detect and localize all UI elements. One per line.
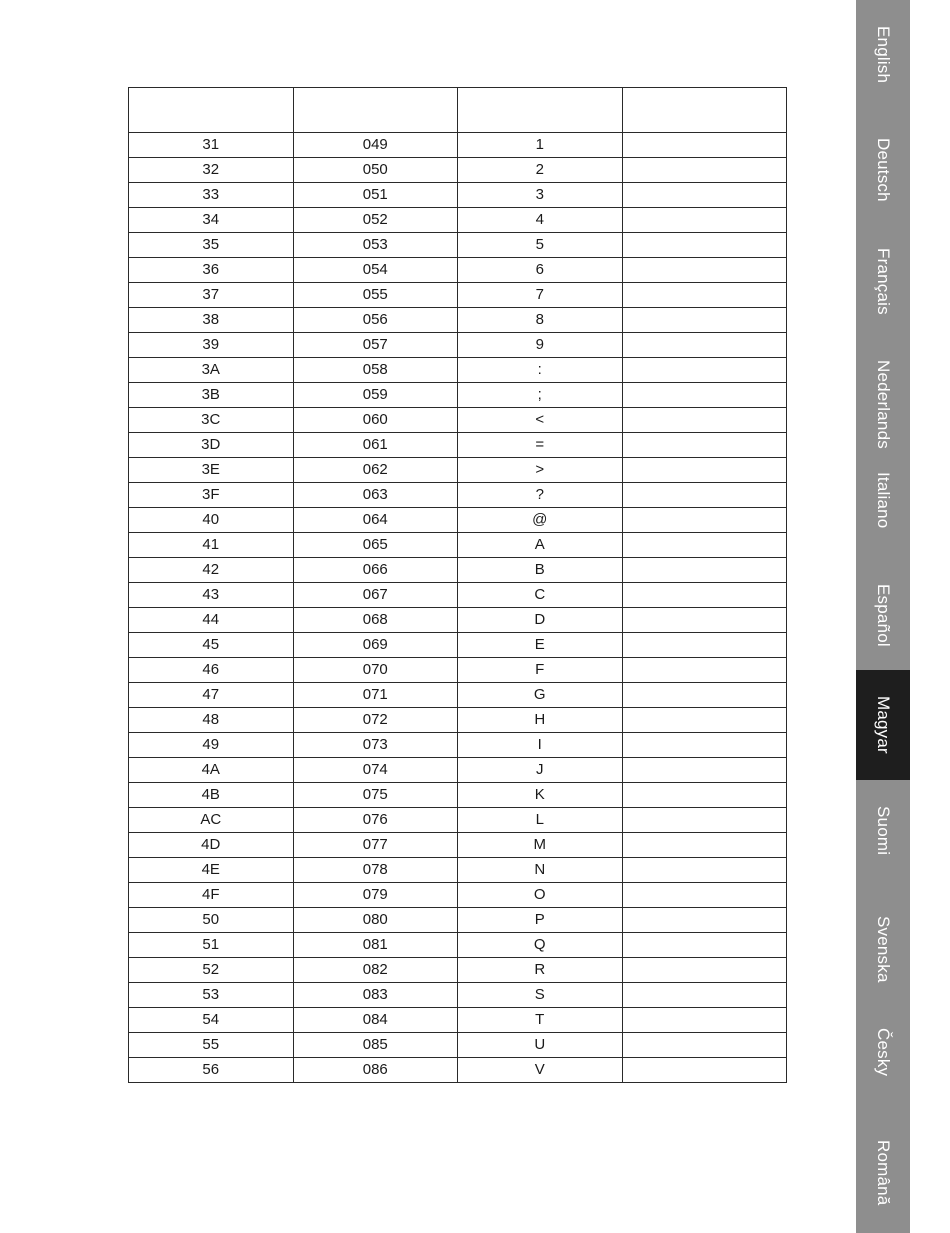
hex-cell: 42 xyxy=(129,558,294,583)
decimal-cell: 066 xyxy=(293,558,458,583)
character-cell: R xyxy=(458,958,623,983)
blank-cell xyxy=(622,583,787,608)
hex-cell: 50 xyxy=(129,908,294,933)
hex-cell: 38 xyxy=(129,308,294,333)
hex-cell: 35 xyxy=(129,233,294,258)
blank-cell xyxy=(622,708,787,733)
character-cell: M xyxy=(458,833,623,858)
blank-cell xyxy=(622,783,787,808)
language-tab-strip xyxy=(856,0,910,1233)
decimal-cell: 078 xyxy=(293,858,458,883)
character-cell: 3 xyxy=(458,183,623,208)
hex-cell: 32 xyxy=(129,158,294,183)
language-tab-label: English xyxy=(874,26,893,84)
table-row xyxy=(129,858,787,883)
character-cell: C xyxy=(458,583,623,608)
table-row xyxy=(129,233,787,258)
table-row xyxy=(129,808,787,833)
character-cell: Q xyxy=(458,933,623,958)
blank-cell xyxy=(622,183,787,208)
hex-cell: 3D xyxy=(129,433,294,458)
blank-cell xyxy=(622,158,787,183)
decimal-cell: 061 xyxy=(293,433,458,458)
character-cell: S xyxy=(458,983,623,1008)
blank-cell xyxy=(622,958,787,983)
decimal-cell: 064 xyxy=(293,508,458,533)
decimal-cell: 065 xyxy=(293,533,458,558)
table-row xyxy=(129,933,787,958)
decimal-cell: 050 xyxy=(293,158,458,183)
character-cell: F xyxy=(458,658,623,683)
header-cell-3 xyxy=(458,88,623,133)
language-tab-svenska[interactable] xyxy=(856,890,910,1000)
character-cell: T xyxy=(458,1008,623,1033)
decimal-cell: 056 xyxy=(293,308,458,333)
decimal-cell: 060 xyxy=(293,408,458,433)
header-cell-1 xyxy=(129,88,294,133)
hex-cell: 52 xyxy=(129,958,294,983)
table-row xyxy=(129,383,787,408)
blank-cell xyxy=(622,208,787,233)
hex-cell: 41 xyxy=(129,533,294,558)
decimal-cell: 085 xyxy=(293,1033,458,1058)
decimal-cell: 084 xyxy=(293,1008,458,1033)
blank-cell xyxy=(622,833,787,858)
table-row xyxy=(129,558,787,583)
language-tab-romana[interactable] xyxy=(856,1114,910,1224)
character-cell: H xyxy=(458,708,623,733)
blank-cell xyxy=(622,1033,787,1058)
blank-cell xyxy=(622,433,787,458)
header-cell-4 xyxy=(622,88,787,133)
hex-cell: 55 xyxy=(129,1033,294,1058)
table-header-row xyxy=(129,88,787,133)
decimal-cell: 072 xyxy=(293,708,458,733)
character-cell: 6 xyxy=(458,258,623,283)
language-tab-english[interactable] xyxy=(856,0,910,110)
table-row xyxy=(129,658,787,683)
language-tab-italiano[interactable] xyxy=(856,446,910,556)
language-tab-label: Nederlands xyxy=(874,360,893,449)
character-cell: 4 xyxy=(458,208,623,233)
blank-cell xyxy=(622,233,787,258)
decimal-cell: 062 xyxy=(293,458,458,483)
table-row xyxy=(129,158,787,183)
language-tab-label: Română xyxy=(874,1140,893,1206)
table-row xyxy=(129,133,787,158)
blank-cell xyxy=(622,308,787,333)
table-row xyxy=(129,508,787,533)
decimal-cell: 059 xyxy=(293,383,458,408)
hex-cell: 4A xyxy=(129,758,294,783)
blank-cell xyxy=(622,408,787,433)
decimal-cell: 063 xyxy=(293,483,458,508)
hex-cell: 37 xyxy=(129,283,294,308)
language-tab-label: Svenska xyxy=(874,916,893,983)
table-row xyxy=(129,283,787,308)
decimal-cell: 086 xyxy=(293,1058,458,1083)
hex-cell: 44 xyxy=(129,608,294,633)
table-row xyxy=(129,608,787,633)
character-cell: V xyxy=(458,1058,623,1083)
character-cell: = xyxy=(458,433,623,458)
decimal-cell: 073 xyxy=(293,733,458,758)
blank-cell xyxy=(622,758,787,783)
blank-cell xyxy=(622,808,787,833)
blank-cell xyxy=(622,383,787,408)
blank-cell xyxy=(622,908,787,933)
decimal-cell: 058 xyxy=(293,358,458,383)
character-cell: J xyxy=(458,758,623,783)
character-cell: A xyxy=(458,533,623,558)
language-tab-label: Français xyxy=(874,248,893,315)
hex-cell: AC xyxy=(129,808,294,833)
character-cell: 8 xyxy=(458,308,623,333)
hex-cell: 45 xyxy=(129,633,294,658)
blank-cell xyxy=(622,733,787,758)
hex-cell: 4D xyxy=(129,833,294,858)
decimal-cell: 075 xyxy=(293,783,458,808)
language-tab-label: Magyar xyxy=(874,696,893,754)
table-row xyxy=(129,733,787,758)
blank-cell xyxy=(622,333,787,358)
language-tab-francais[interactable] xyxy=(856,222,910,332)
decimal-cell: 068 xyxy=(293,608,458,633)
language-tab-label: Deutsch xyxy=(874,138,893,202)
character-cell: E xyxy=(458,633,623,658)
hex-cell: 54 xyxy=(129,1008,294,1033)
hex-cell: 48 xyxy=(129,708,294,733)
hex-cell: 39 xyxy=(129,333,294,358)
language-tab-label: Italiano xyxy=(874,472,893,529)
hex-cell: 3F xyxy=(129,483,294,508)
blank-cell xyxy=(622,1008,787,1033)
character-cell: U xyxy=(458,1033,623,1058)
decimal-cell: 079 xyxy=(293,883,458,908)
hex-cell: 40 xyxy=(129,508,294,533)
hex-cell: 53 xyxy=(129,983,294,1008)
character-cell: ? xyxy=(458,483,623,508)
decimal-cell: 052 xyxy=(293,208,458,233)
blank-cell xyxy=(622,608,787,633)
blank-cell xyxy=(622,458,787,483)
decimal-cell: 081 xyxy=(293,933,458,958)
hex-cell: 31 xyxy=(129,133,294,158)
hex-cell: 4E xyxy=(129,858,294,883)
table-row xyxy=(129,183,787,208)
table-row xyxy=(129,308,787,333)
character-cell: I xyxy=(458,733,623,758)
table-row xyxy=(129,258,787,283)
table-row xyxy=(129,983,787,1008)
table-row xyxy=(129,358,787,383)
hex-cell: 3A xyxy=(129,358,294,383)
hex-cell: 56 xyxy=(129,1058,294,1083)
hex-cell: 34 xyxy=(129,208,294,233)
blank-cell xyxy=(622,258,787,283)
table-row xyxy=(129,433,787,458)
decimal-cell: 082 xyxy=(293,958,458,983)
character-cell: < xyxy=(458,408,623,433)
blank-cell xyxy=(622,558,787,583)
table-row xyxy=(129,833,787,858)
blank-cell xyxy=(622,533,787,558)
table-row xyxy=(129,958,787,983)
language-tab-nederlands[interactable] xyxy=(856,334,910,449)
table-row xyxy=(129,408,787,433)
table-row xyxy=(129,883,787,908)
table-row xyxy=(129,458,787,483)
header-cell-2 xyxy=(293,88,458,133)
decimal-cell: 054 xyxy=(293,258,458,283)
table-row xyxy=(129,633,787,658)
blank-cell xyxy=(622,658,787,683)
decimal-cell: 067 xyxy=(293,583,458,608)
table-row xyxy=(129,783,787,808)
decimal-cell: 057 xyxy=(293,333,458,358)
table-row xyxy=(129,483,787,508)
blank-cell xyxy=(622,1058,787,1083)
decimal-cell: 077 xyxy=(293,833,458,858)
hex-cell: 49 xyxy=(129,733,294,758)
character-cell: K xyxy=(458,783,623,808)
character-cell: 5 xyxy=(458,233,623,258)
blank-cell xyxy=(622,133,787,158)
character-cell: @ xyxy=(458,508,623,533)
character-cell: : xyxy=(458,358,623,383)
decimal-cell: 071 xyxy=(293,683,458,708)
character-cell: 1 xyxy=(458,133,623,158)
language-tab-magyar[interactable] xyxy=(856,670,910,780)
table-row xyxy=(129,533,787,558)
character-cell: ; xyxy=(458,383,623,408)
language-tab-label: Español xyxy=(874,584,893,647)
blank-cell xyxy=(622,358,787,383)
hex-cell: 33 xyxy=(129,183,294,208)
language-tab-label: Suomi xyxy=(874,806,893,856)
table-body xyxy=(129,133,787,1083)
hex-cell: 36 xyxy=(129,258,294,283)
decimal-cell: 049 xyxy=(293,133,458,158)
table-row xyxy=(129,758,787,783)
decimal-cell: 055 xyxy=(293,283,458,308)
character-cell: 7 xyxy=(458,283,623,308)
table-row xyxy=(129,333,787,358)
character-cell: O xyxy=(458,883,623,908)
hex-cell: 3C xyxy=(129,408,294,433)
decimal-cell: 069 xyxy=(293,633,458,658)
hex-cell: 47 xyxy=(129,683,294,708)
hex-cell: 46 xyxy=(129,658,294,683)
character-cell: 2 xyxy=(458,158,623,183)
language-tab-label: Česky xyxy=(874,1028,893,1077)
language-tab-espanol[interactable] xyxy=(856,558,910,668)
language-tab-deutsch[interactable] xyxy=(856,112,910,222)
character-cell: N xyxy=(458,858,623,883)
decimal-cell: 053 xyxy=(293,233,458,258)
character-cell: D xyxy=(458,608,623,633)
character-cell: G xyxy=(458,683,623,708)
table-row xyxy=(129,908,787,933)
decimal-cell: 074 xyxy=(293,758,458,783)
character-cell: > xyxy=(458,458,623,483)
language-tab-suomi[interactable] xyxy=(856,780,910,890)
blank-cell xyxy=(622,283,787,308)
decimal-cell: 076 xyxy=(293,808,458,833)
decimal-cell: 051 xyxy=(293,183,458,208)
character-cell: L xyxy=(458,808,623,833)
language-tab-cesky[interactable] xyxy=(856,1002,910,1112)
table-row xyxy=(129,1008,787,1033)
table-row xyxy=(129,708,787,733)
table-row xyxy=(129,683,787,708)
table-row xyxy=(129,1058,787,1083)
blank-cell xyxy=(622,633,787,658)
blank-cell xyxy=(622,883,787,908)
hex-cell: 51 xyxy=(129,933,294,958)
blank-cell xyxy=(622,983,787,1008)
character-code-table xyxy=(128,87,787,1083)
character-cell: B xyxy=(458,558,623,583)
blank-cell xyxy=(622,508,787,533)
table-row xyxy=(129,208,787,233)
hex-cell: 3E xyxy=(129,458,294,483)
decimal-cell: 080 xyxy=(293,908,458,933)
blank-cell xyxy=(622,483,787,508)
blank-cell xyxy=(622,683,787,708)
character-cell: 9 xyxy=(458,333,623,358)
table-row xyxy=(129,1033,787,1058)
table-row xyxy=(129,583,787,608)
character-cell: P xyxy=(458,908,623,933)
blank-cell xyxy=(622,858,787,883)
decimal-cell: 083 xyxy=(293,983,458,1008)
hex-cell: 43 xyxy=(129,583,294,608)
blank-cell xyxy=(622,933,787,958)
hex-cell: 4F xyxy=(129,883,294,908)
hex-cell: 4B xyxy=(129,783,294,808)
decimal-cell: 070 xyxy=(293,658,458,683)
hex-cell: 3B xyxy=(129,383,294,408)
